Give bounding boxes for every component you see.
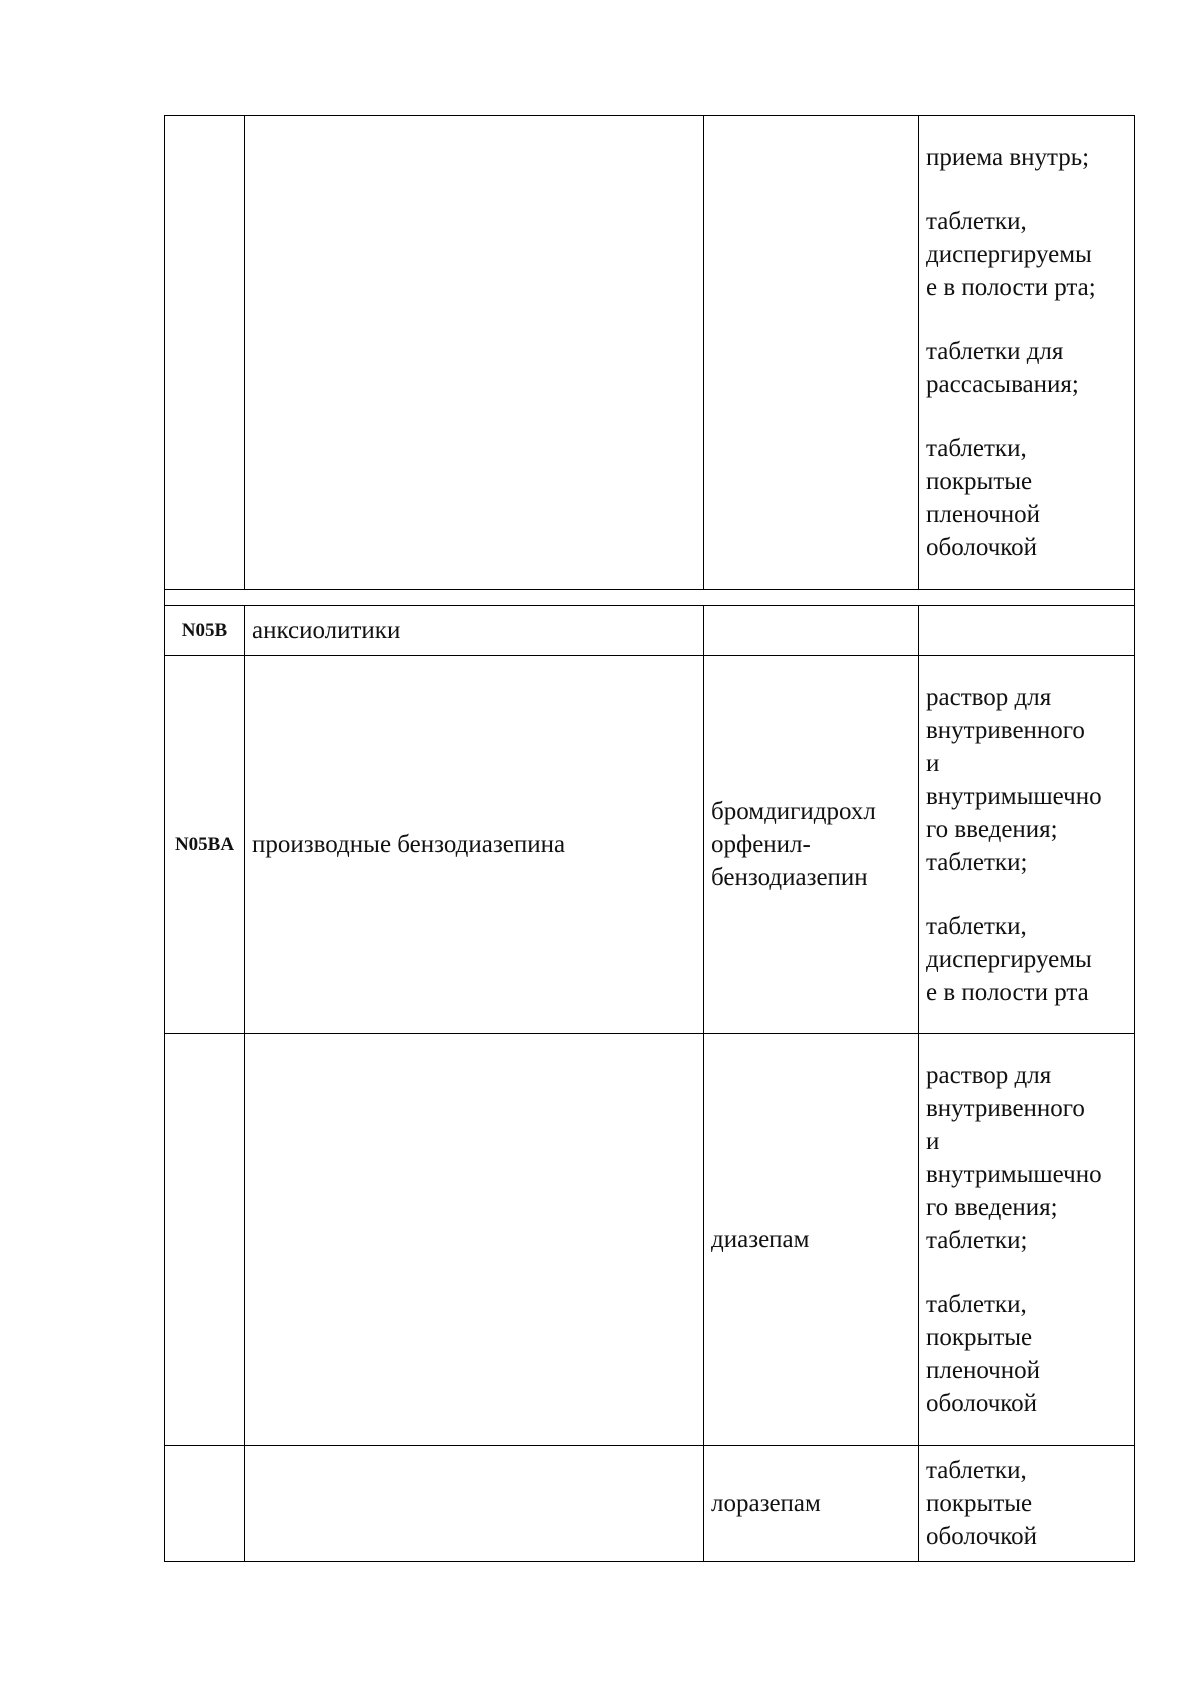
- atc-code-cell: [165, 1446, 245, 1562]
- dosage-form-text: таблетки, покрытые пленочной оболочкой: [926, 1291, 1041, 1417]
- atc-code-cell: [165, 116, 245, 590]
- dosage-form-text: таблетки, диспергируемы е в полости рта: [926, 912, 1092, 1006]
- table-row: [165, 1034, 1135, 1446]
- table-row-separator: [165, 590, 1135, 606]
- dosage-forms-cell: [919, 116, 1135, 590]
- group-name-cell: [245, 1446, 704, 1562]
- dosage-form-text: раствор для внутривенного и внутримышечно го введения; таблетки;: [926, 1062, 1102, 1254]
- group-name-cell: анксиолитики: [245, 606, 704, 656]
- atc-code-cell: N05B: [165, 606, 245, 656]
- drug-name-cell: [704, 656, 919, 1034]
- dosage-form-text: таблетки для рассасывания;: [926, 338, 1079, 398]
- dosage-forms-cell: [919, 1446, 1135, 1562]
- atc-code-cell: [165, 1034, 245, 1446]
- drug-name-cell: лоразепам: [704, 1446, 919, 1562]
- group-name-cell: [245, 1034, 704, 1446]
- table-row: [165, 1446, 1135, 1562]
- table-row: [165, 116, 1135, 590]
- dosage-forms-cell: [919, 606, 1135, 656]
- atc-code-cell: N05BA: [165, 656, 245, 1034]
- dosage-form-text: таблетки, покрытые оболочкой: [926, 1457, 1038, 1550]
- drug-name-text: бромдигидрохл орфенил- бензодиазепин: [711, 798, 876, 891]
- dosage-form-text: таблетки, диспергируемы е в полости рта;: [926, 208, 1096, 301]
- dosage-form-text: таблетки, покрытые пленочной оболочкой: [926, 435, 1041, 561]
- separator-cell: [165, 590, 1135, 606]
- group-name-cell: [245, 116, 704, 590]
- dosage-form-text: раствор для внутривенного и внутримышечно го введения; таблетки;: [926, 683, 1102, 876]
- drug-classification-table: [164, 115, 1135, 1562]
- drug-name-cell: [704, 116, 919, 590]
- drug-name-cell: [704, 606, 919, 656]
- drug-name-cell: диазепам: [704, 1034, 919, 1446]
- dosage-forms-cell: [919, 656, 1135, 1034]
- dosage-form-text: приема внутрь;: [926, 144, 1090, 171]
- table-row: [165, 656, 1135, 1034]
- dosage-forms-cell: [919, 1034, 1135, 1446]
- table-row: [165, 606, 1135, 656]
- group-name-cell: производные бензодиазепина: [245, 656, 704, 1034]
